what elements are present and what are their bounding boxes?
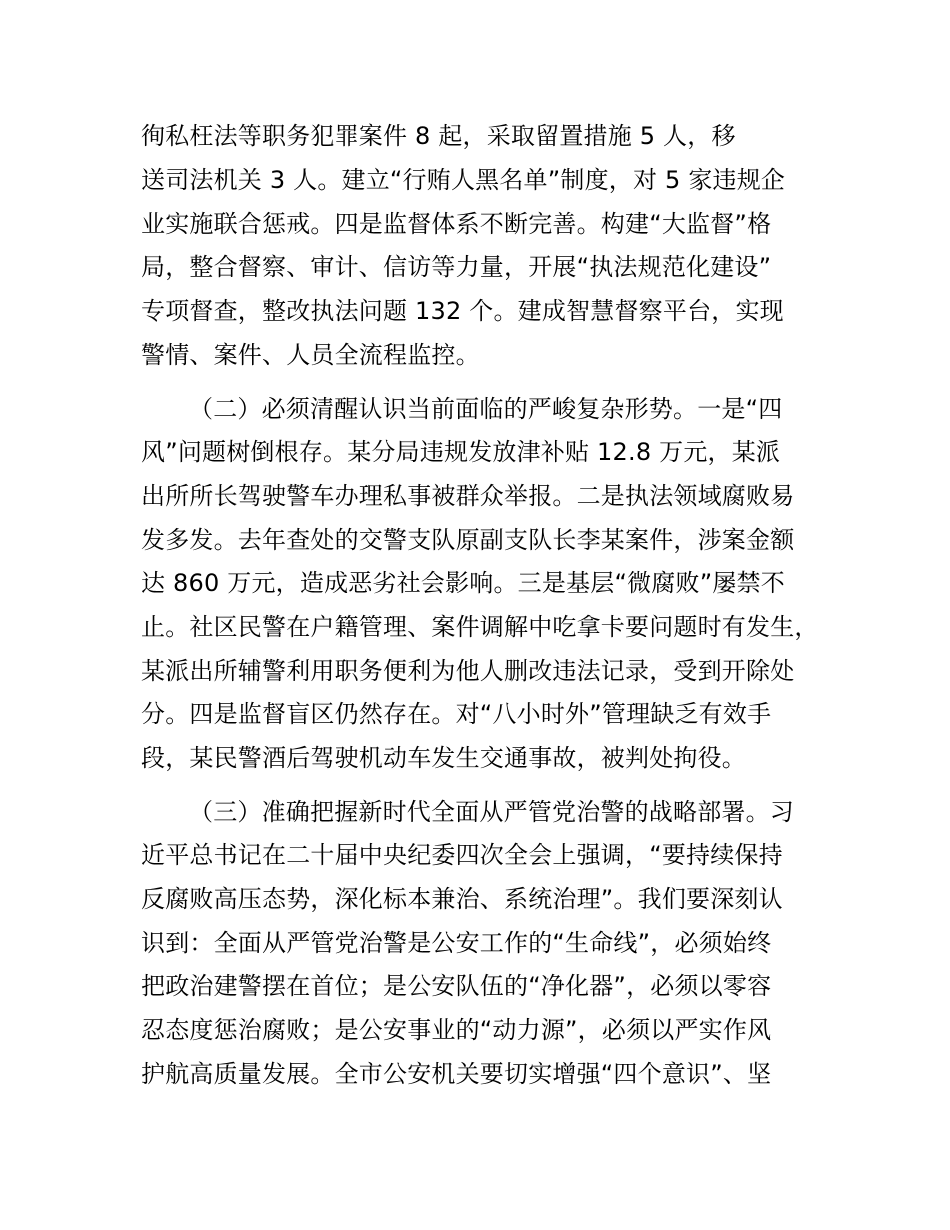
- paragraph-2-line-9: 段，某民警酒后驾驶机动车发生交通事故，被判处拘役。: [141, 744, 746, 772]
- paragraph-1-line-5: 专项督查，整改执法问题 132 个。建成智慧督察平台，实现: [141, 297, 784, 325]
- paragraph-1-line-2: 送司法机关 3 人。建立“行贿人黑名单”制度，对 5 家违规企: [141, 166, 786, 194]
- paragraph-2-line-1: （二）必须清醒认识当前面临的严峻复杂形势。一是“四: [189, 395, 783, 423]
- paragraph-2-line-8: 分。四是监督盲区仍然存在。对“八小时外”管理缺乏有效手: [141, 700, 772, 728]
- paragraph-2-line-7: 某派出所辅警利用职务便利为他人删改违法记录，受到开除处: [141, 657, 795, 685]
- paragraph-3-line-1: （三）准确把握新时代全面从严管党治警的战略部署。习: [189, 798, 794, 826]
- paragraph-2-line-3: 出所所长驾驶警车办理私事被群众举报。二是执法领域腐败易: [141, 482, 795, 510]
- paragraph-1-line-6: 警情、案件、人员全流程监控。: [141, 341, 480, 369]
- paragraph-3-line-6: 忍态度惩治腐败；是公安事业的“动力源”，必须以严实作风: [141, 1016, 772, 1044]
- paragraph-2-line-6: 止。社区民警在户籍管理、案件调解中吃拿卡要问题时有发生，: [141, 613, 819, 641]
- paragraph-3-line-7: 护航高质量发展。全市公安机关要切实增强“四个意识”、坚: [141, 1060, 772, 1088]
- paragraph-1-line-1: 徇私枉法等职务犯罪案件 8 起，采取留置措施 5 人，移: [141, 122, 736, 150]
- paragraph-3-line-2: 近平总书记在二十届中央纪委四次全会上强调，“要持续保持: [141, 841, 783, 869]
- paragraph-3-line-4: 识到：全面从严管党治警是公安工作的“生命线”，必须始终: [141, 929, 772, 957]
- paragraph-1-line-3: 业实施联合惩戒。四是监督体系不断完善。构建“大监督”格: [141, 210, 772, 238]
- paragraph-2-line-4: 发多发。去年查处的交警支队原副支队长李某案件，涉案金额: [141, 526, 795, 554]
- paragraph-3-line-5: 把政治建警摆在首位；是公安队伍的“净化器”，必须以零容: [141, 972, 772, 1000]
- paragraph-2-line-2: 风”问题树倒根存。某分局违规发放津补贴 12.8 万元，某派: [141, 438, 781, 466]
- paragraph-2-line-5: 达 860 万元，造成恶劣社会影响。三是基层“微腐败”屡禁不: [141, 569, 785, 597]
- paragraph-3-line-3: 反腐败高压态势，深化标本兼治、系统治理”。我们要深刻认: [141, 885, 783, 913]
- paragraph-1-line-4: 局，整合督察、审计、信访等力量，开展“执法规范化建设”: [141, 253, 772, 281]
